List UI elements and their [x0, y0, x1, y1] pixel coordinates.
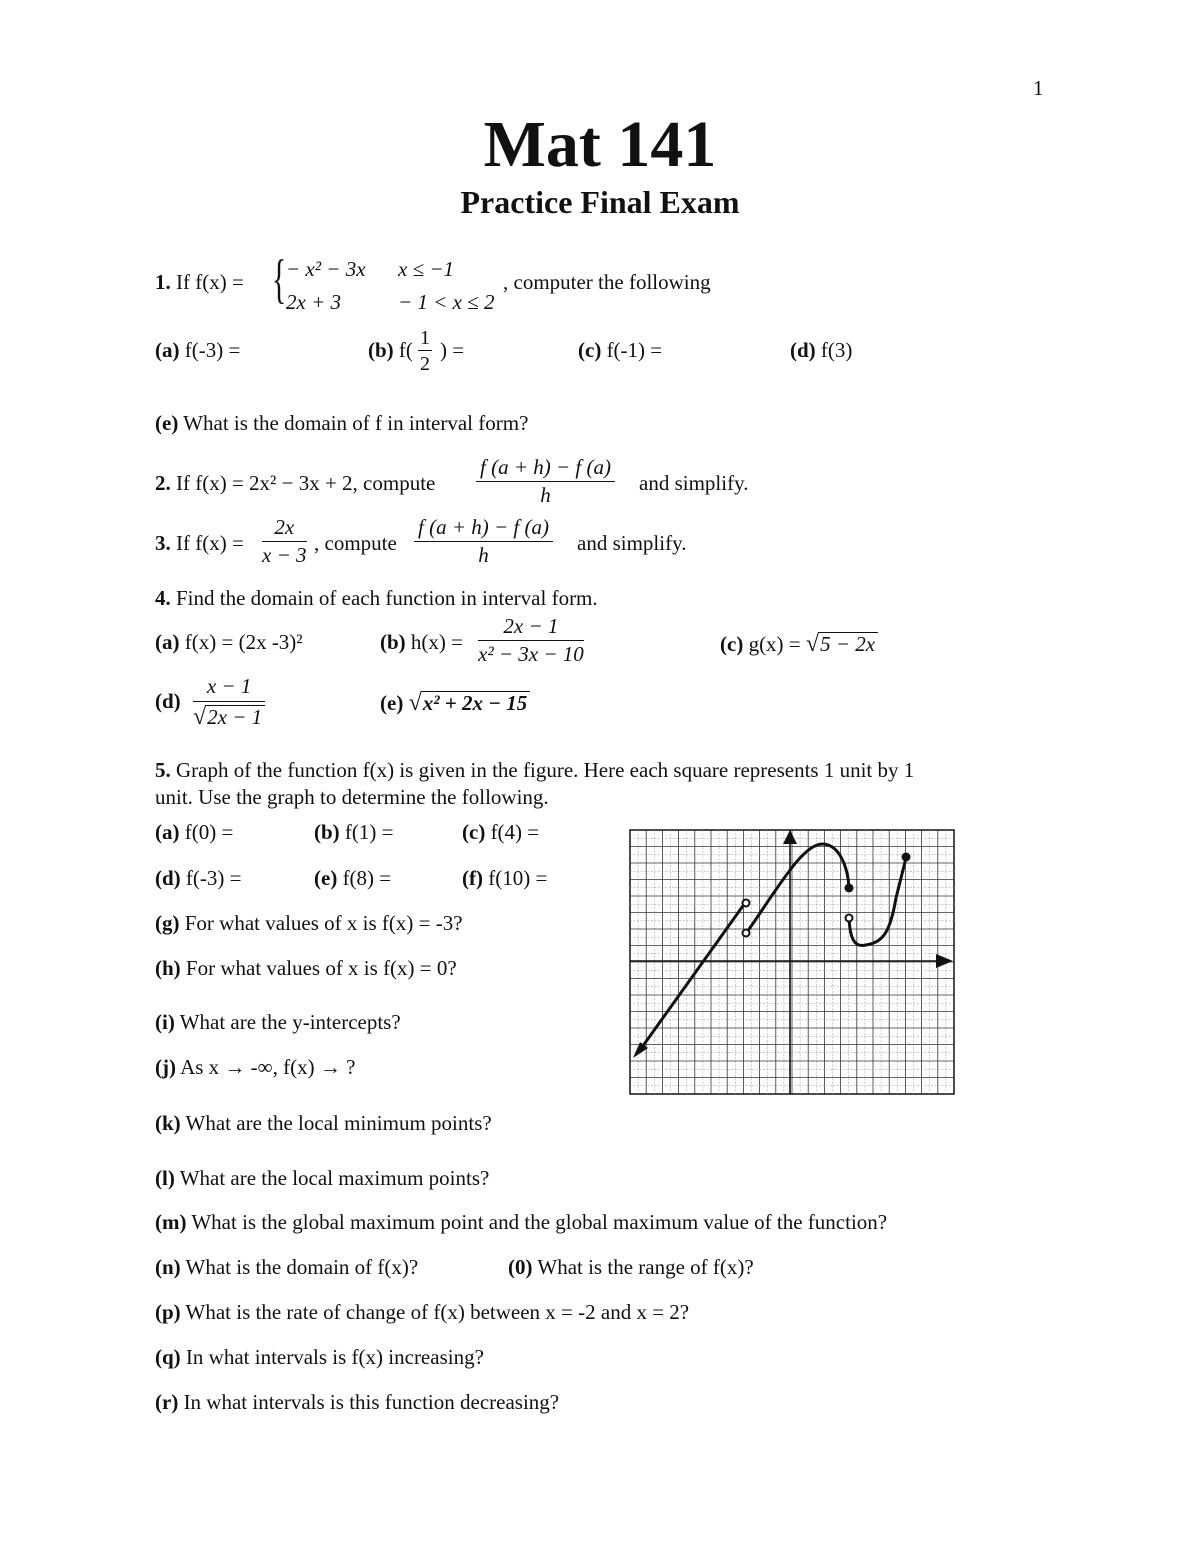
q5p-text: What is the rate of change of f(x) between x = -2 and x = 2? [180, 1300, 690, 1324]
q4d-num: x − 1 [193, 676, 265, 702]
q1d-text: f(3) [815, 338, 853, 362]
q5g-text: For what values of x is f(x) = -3? [179, 911, 463, 935]
q2-frac-den: h [540, 483, 551, 507]
q5-line2: unit. Use the graph to determine the following. [155, 785, 549, 809]
q5j-label: (j) [155, 1055, 176, 1079]
q5-line1 [155, 760, 914, 781]
q5-number: 5. [155, 758, 171, 782]
q5a-text: f(0) = [179, 820, 234, 844]
q5r [155, 1392, 559, 1413]
q1-number: 1. [155, 270, 171, 294]
q5b-text: f(1) = [339, 820, 394, 844]
q2-lead-text: If f(x) = 2x² − 3x + 2, compute [170, 471, 436, 495]
open-point [743, 900, 750, 907]
q2-lead [155, 473, 435, 494]
q5e-text: f(8) = [337, 866, 392, 890]
q4-text: Find the domain of each function in interval form. [170, 586, 598, 610]
q5m [155, 1212, 887, 1233]
q5i-label: (i) [155, 1010, 175, 1034]
q1c-label: (c) [578, 338, 602, 362]
q5k [155, 1113, 492, 1134]
closed-point [902, 853, 911, 862]
q4a-label: (a) [155, 630, 180, 654]
q4d-label: (d) [155, 689, 181, 713]
q1-lead [155, 272, 244, 293]
q4b-den: x² − 3x − 10 [478, 642, 584, 666]
q2-frac-num: f (a + h) − f (a) [476, 457, 615, 482]
q3-lead-text: If f(x) = [170, 531, 244, 555]
q4d-label-wrap [155, 691, 181, 712]
q3-tail: and simplify. [577, 531, 687, 555]
q1-case2-cond: − 1 < x ≤ 2 [398, 290, 495, 314]
q2-number: 2. [155, 471, 171, 495]
q5j [155, 1057, 355, 1078]
q4-lead [155, 588, 598, 609]
q5h-label: (h) [155, 956, 181, 980]
q5p-label: (p) [155, 1300, 181, 1324]
q4d-fraction [193, 676, 265, 729]
q4d-den-wrap [193, 702, 265, 729]
q2-fraction [476, 457, 615, 506]
page-number: 1 [1033, 76, 1044, 100]
q5a-label: (a) [155, 820, 180, 844]
q5h [155, 958, 457, 979]
q5g [155, 913, 463, 934]
q5f-label: (f) [462, 866, 483, 890]
q5g-label: (g) [155, 911, 180, 935]
q5m-label: (m) [155, 1210, 187, 1234]
q1-lead-text: If f(x) = [170, 270, 244, 294]
q1b-fraction [418, 328, 432, 374]
closed-point [845, 884, 854, 893]
q4b [380, 632, 463, 653]
q1a [155, 340, 240, 361]
q5f [462, 868, 547, 889]
q1b-den: 2 [420, 353, 430, 375]
q4b-label: (b) [380, 630, 406, 654]
q5e [314, 868, 391, 889]
q2-tail: and simplify. [639, 471, 749, 495]
q1a-label: (a) [155, 338, 180, 362]
q5n [155, 1257, 418, 1278]
sqrt-icon: √ [408, 690, 422, 716]
q5r-text: In what intervals is this function decreasing? [178, 1390, 560, 1414]
sqrt-icon: √ [805, 631, 820, 657]
q1b-num: 1 [420, 327, 430, 349]
q4c-text: g(x) = [743, 632, 801, 656]
q5p [155, 1302, 689, 1323]
q5k-text: What are the local minimum points? [180, 1111, 492, 1135]
q5o-label: (0) [508, 1255, 533, 1279]
q4b-num: 2x − 1 [478, 616, 584, 641]
q3-frac-num: f (a + h) − f (a) [414, 517, 553, 542]
q3-number: 3. [155, 531, 171, 555]
q5d-text: f(-3) = [180, 866, 242, 890]
q5d [155, 868, 242, 889]
q5f-text: f(10) = [482, 866, 548, 890]
q4b-fraction [478, 616, 584, 665]
q1b [368, 340, 413, 361]
q5l-text: What are the local maximum points? [174, 1166, 490, 1190]
q5b [314, 822, 394, 843]
q5n-label: (n) [155, 1255, 181, 1279]
q1-case1-cond: x ≤ −1 [398, 257, 455, 281]
q5o-text: What is the range of f(x)? [532, 1255, 754, 1279]
q5i [155, 1012, 401, 1033]
q1-tail: , computer the following [503, 270, 711, 294]
q1b-pre: f( [393, 338, 413, 362]
q4c-radicand: 5 − 2x [818, 632, 878, 655]
q4e-label: (e) [380, 691, 404, 715]
q5r-label: (r) [155, 1390, 179, 1414]
q1e [155, 413, 528, 434]
q3-frac-den: h [478, 543, 489, 567]
q4d-den: 2x − 1 [205, 705, 265, 728]
q5m-text: What is the global maximum point and the global maximum value of the function? [186, 1210, 888, 1234]
q1c [578, 340, 662, 361]
q3-mid: , compute [314, 531, 397, 555]
q5b-label: (b) [314, 820, 340, 844]
q4a [155, 632, 303, 653]
q1b-post: ) = [440, 338, 465, 362]
q5l [155, 1168, 489, 1189]
q3-difference-fraction [414, 517, 553, 566]
q1e-text: What is the domain of f in interval form? [178, 411, 529, 435]
q1d [790, 340, 852, 361]
q3-function-fraction [262, 517, 307, 566]
q1e-label: (e) [155, 411, 179, 435]
open-point [743, 930, 750, 937]
q3-f-den: x − 3 [262, 543, 307, 567]
q5q-label: (q) [155, 1345, 181, 1369]
q1b-label: (b) [368, 338, 394, 362]
q5q [155, 1347, 484, 1368]
q1d-label: (d) [790, 338, 816, 362]
q5o [508, 1257, 754, 1278]
q5c-text: f(4) = [485, 820, 540, 844]
q4-number: 4. [155, 586, 171, 610]
q5-line1-text: Graph of the function f(x) is given in the figure. Here each square represents 1 unit by 1 [170, 758, 915, 782]
q5q-text: In what intervals is f(x) increasing? [180, 1345, 484, 1369]
sqrt-icon: √ [193, 704, 207, 730]
q1-case1-expr: − x² − 3x [286, 257, 366, 281]
q4a-text: f(x) = (2x -3)² [179, 630, 303, 654]
q1-case2-expr: 2x + 3 [286, 290, 341, 314]
q3-f-num: 2x [262, 517, 307, 542]
q1c-text: f(-1) = [601, 338, 663, 362]
piecewise-brace: { [272, 249, 287, 309]
q3-lead [155, 533, 244, 554]
q4e [380, 691, 530, 715]
q5k-label: (k) [155, 1111, 181, 1135]
q5j-text: As x → -∞, f(x) → ? [175, 1055, 356, 1079]
q5n-text: What is the domain of f(x)? [180, 1255, 419, 1279]
q4c-label: (c) [720, 632, 744, 656]
q5e-label: (e) [314, 866, 338, 890]
q5c-label: (c) [462, 820, 486, 844]
q5h-text: For what values of x is f(x) = 0? [180, 956, 457, 980]
q5a [155, 822, 233, 843]
q5d-label: (d) [155, 866, 181, 890]
q1a-text: f(-3) = [179, 338, 241, 362]
q5c [462, 822, 539, 843]
page-title: Mat 141 [483, 108, 717, 181]
open-point [846, 915, 853, 922]
q4b-text: h(x) = [405, 630, 464, 654]
q4c [720, 632, 878, 656]
q4e-radicand: x² + 2x − 15 [421, 691, 531, 714]
q5l-label: (l) [155, 1166, 175, 1190]
function-graph [628, 828, 956, 1096]
page-subtitle: Practice Final Exam [460, 184, 740, 220]
q5i-text: What are the y-intercepts? [174, 1010, 401, 1034]
